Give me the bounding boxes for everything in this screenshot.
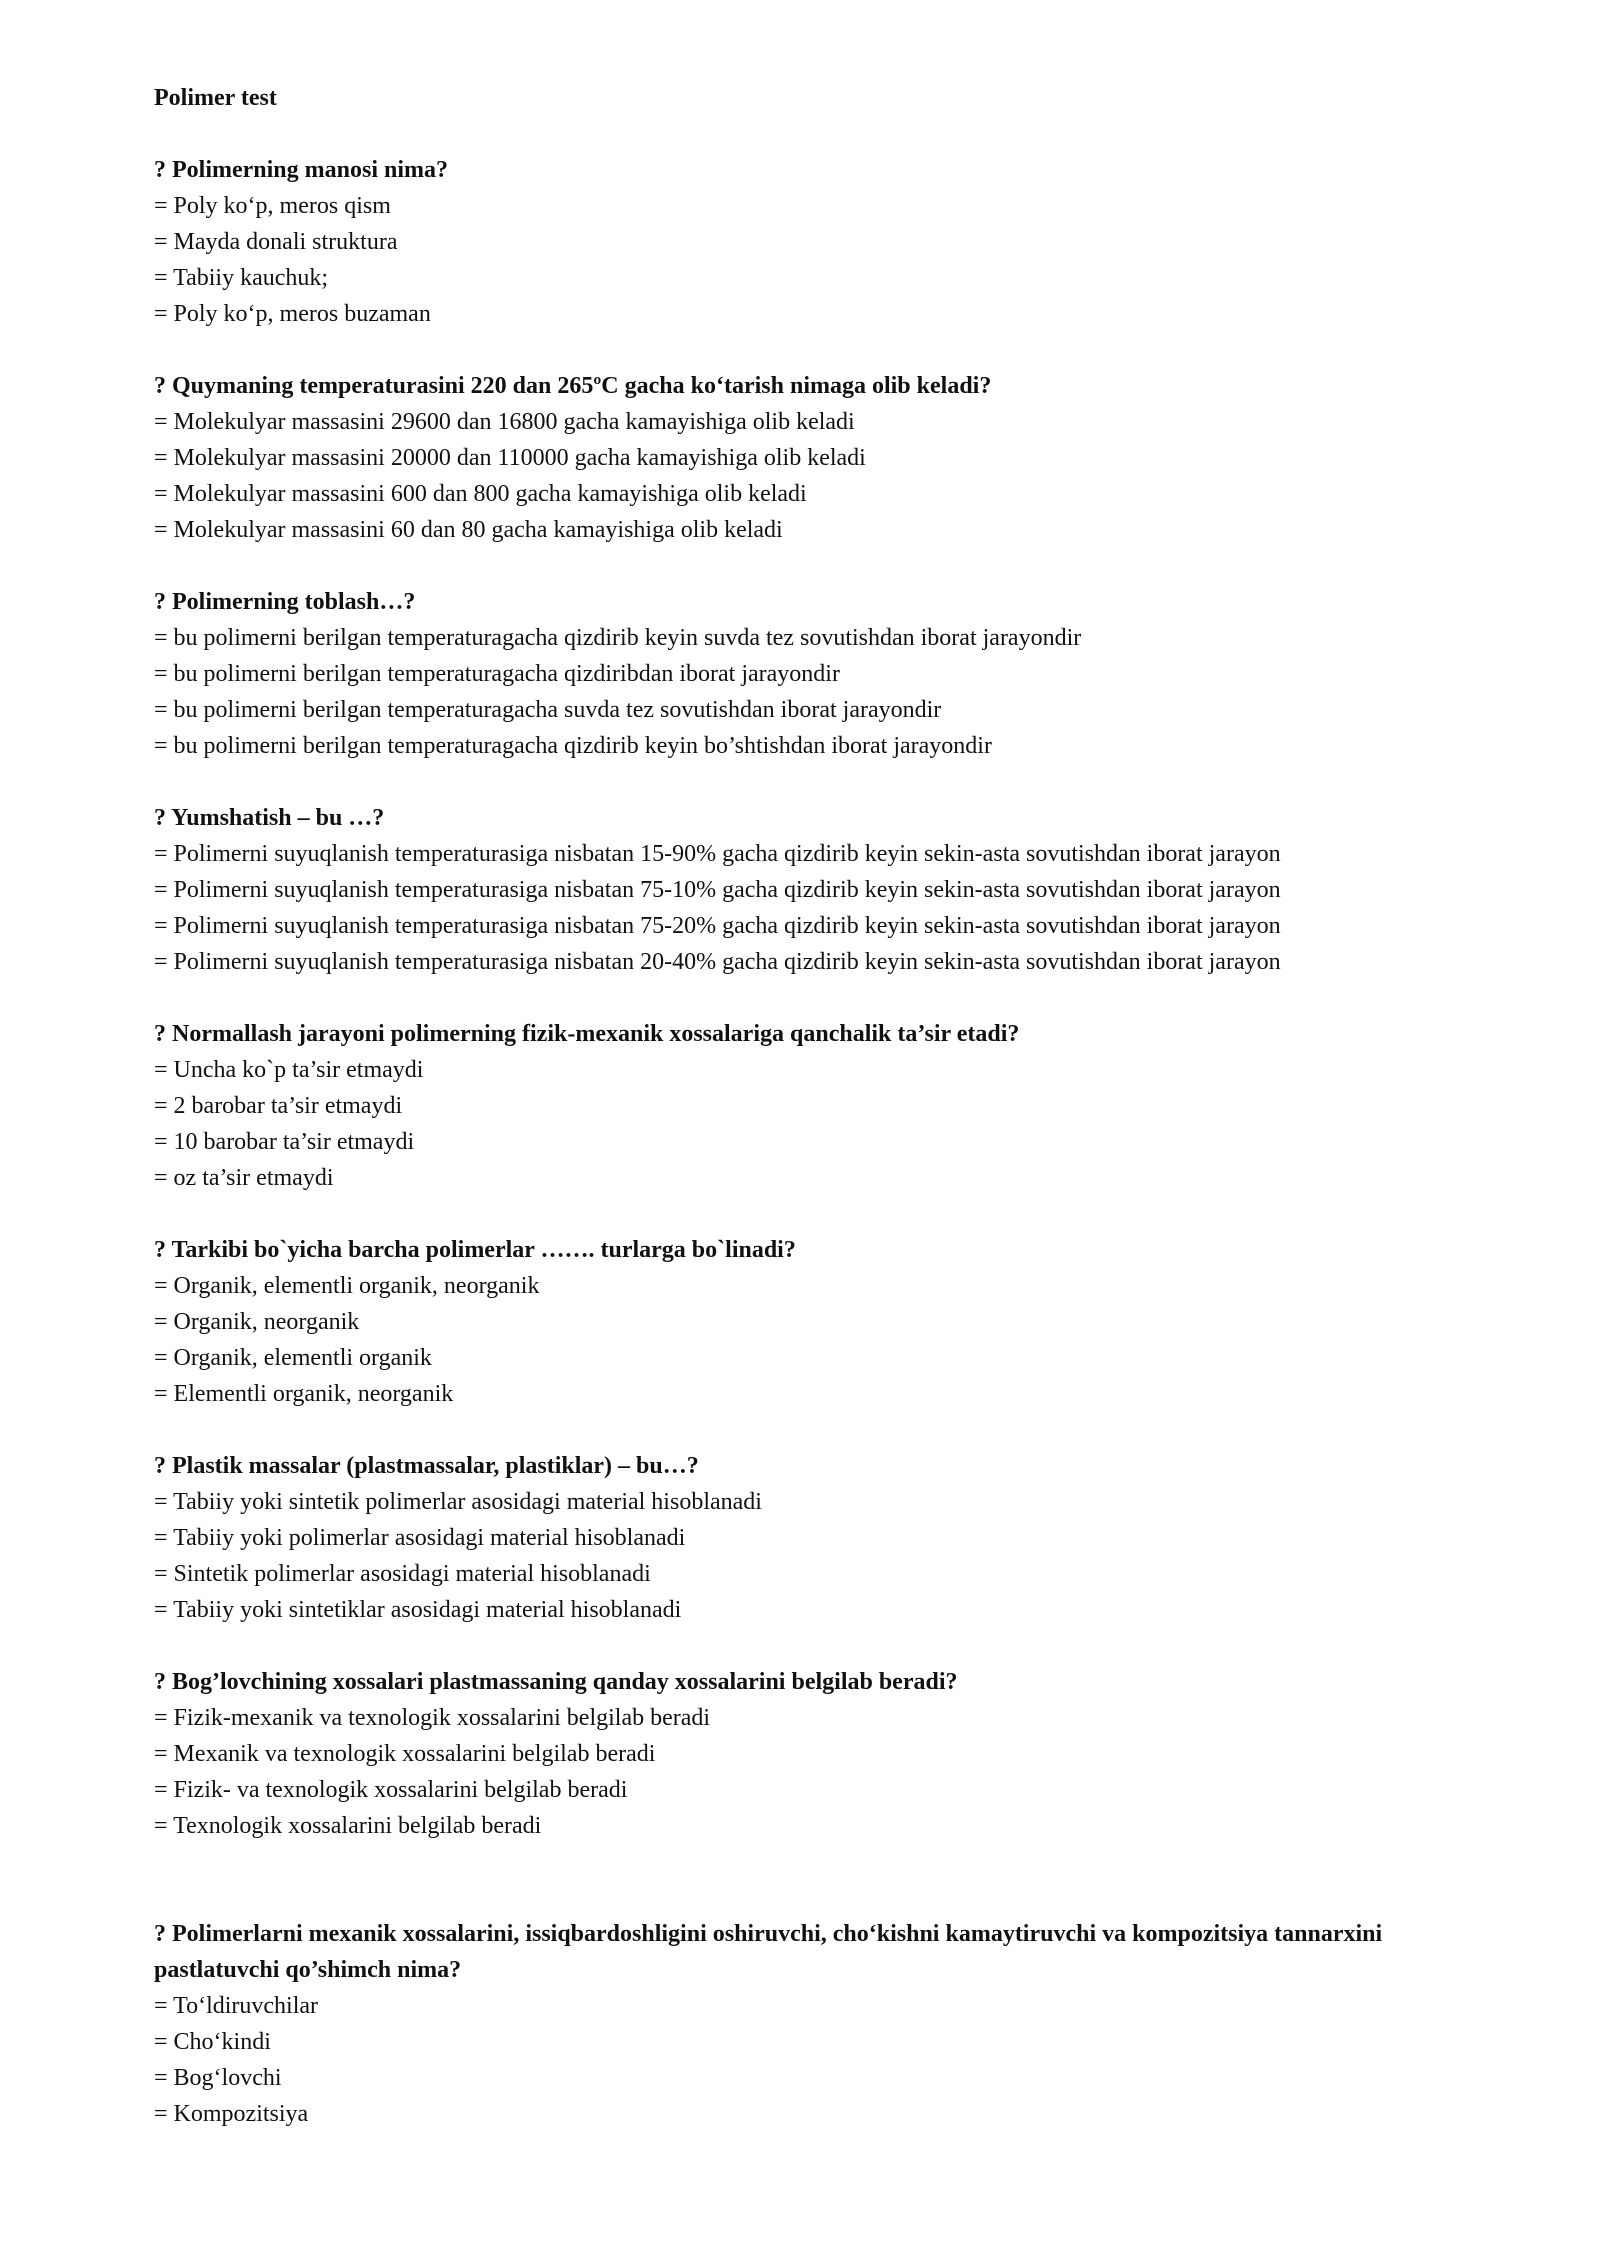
answer-option: = Mayda donali struktura	[154, 229, 398, 255]
question-text: ? Polimerning toblash…?	[154, 589, 416, 615]
question-text: ? Polimerning manosi nima?	[154, 157, 449, 183]
answer-option: = Organik, elementli organik, neorganik	[154, 1273, 540, 1299]
document-title: Polimer test	[154, 85, 277, 111]
answer-list	[154, 836, 1470, 980]
answer-option: = Sintetik polimerlar asosidagi material hisoblanadi	[154, 1561, 651, 1587]
answer-option: = bu polimerni berilgan temperaturagacha qizdirib keyin bo’shtishdan iborat jarayondir	[154, 733, 992, 759]
question-block-5	[154, 1016, 1470, 1196]
question-block-4	[154, 800, 1470, 980]
answer-list	[154, 188, 1470, 332]
answer-option: = Tabiiy yoki polimerlar asosidagi material hisoblanadi	[154, 1525, 686, 1551]
answer-option: = Kompozitsiya	[154, 2101, 309, 2127]
answer-option: = 2 barobar ta’sir etmaydi	[154, 1093, 403, 1119]
answer-option: = To‘ldiruvchilar	[154, 1993, 319, 2019]
answer-option: = oz ta’sir etmaydi	[154, 1165, 334, 1191]
answer-list	[154, 1484, 1470, 1628]
question-block-6	[154, 1232, 1470, 1412]
answer-option: = Bog‘lovchi	[154, 2065, 282, 2091]
answer-option: = Polimerni suyuqlanish temperaturasiga nisbatan 75-10% gacha qizdirib keyin sekin-asta sovutishdan iborat jarayon	[154, 877, 1281, 903]
answer-option: = bu polimerni berilgan temperaturagacha qizdirib keyin suvda tez sovutishdan iborat jarayondir	[154, 625, 1082, 651]
answer-list	[154, 1988, 1470, 2132]
answer-option: = Elementli organik, neorganik	[154, 1381, 454, 1407]
answer-option: = 10 barobar ta’sir etmaydi	[154, 1129, 415, 1155]
answer-option: = Tabiiy yoki sintetik polimerlar asosidagi material hisoblanadi	[154, 1489, 762, 1515]
question-text: ? Plastik massalar (plastmassalar, plastiklar) – bu…?	[154, 1453, 699, 1479]
answer-option: = Polimerni suyuqlanish temperaturasiga nisbatan 75-20% gacha qizdirib keyin sekin-asta sovutishdan iborat jarayon	[154, 913, 1281, 939]
question-block-9	[154, 1916, 1470, 2132]
answer-option: = Tabiiy kauchuk;	[154, 265, 329, 291]
answer-option: = Molekulyar massasini 60 dan 80 gacha kamayishiga olib keladi	[154, 517, 783, 543]
question-text: ? Tarkibi bo`yicha barcha polimerlar ……. turlarga bo`linadi?	[154, 1237, 796, 1263]
question-text: ? Bog’lovchining xossalari plastmassaning qanday xossalarini belgilab beradi?	[154, 1669, 958, 1695]
answer-option: = Texnologik xossalarini belgilab beradi	[154, 1813, 542, 1839]
answer-option: = Poly ko‘p, meros qism	[154, 193, 391, 219]
answer-option: = Polimerni suyuqlanish temperaturasiga nisbatan 15-90% gacha qizdirib keyin sekin-asta sovutishdan iborat jarayon	[154, 841, 1281, 867]
answer-option: = Uncha ko`p ta’sir etmaydi	[154, 1057, 424, 1083]
answer-list	[154, 1052, 1470, 1196]
question-text: ? Yumshatish – bu …?	[154, 805, 385, 831]
answer-option: = Polimerni suyuqlanish temperaturasiga nisbatan 20-40% gacha qizdirib keyin sekin-asta sovutishdan iborat jarayon	[154, 949, 1281, 975]
answer-option: = Cho‘kindi	[154, 2029, 271, 2055]
answer-list	[154, 1700, 1470, 1844]
answer-option: = Molekulyar massasini 29600 dan 16800 gacha kamayishiga olib keladi	[154, 409, 855, 435]
answer-option: = Tabiiy yoki sintetiklar asosidagi material hisoblanadi	[154, 1597, 682, 1623]
answer-option: = Fizik- va texnologik xossalarini belgilab beradi	[154, 1777, 628, 1803]
answer-option: = Organik, elementli organik	[154, 1345, 432, 1371]
answer-option: = Molekulyar massasini 600 dan 800 gacha kamayishiga olib keladi	[154, 481, 807, 507]
answer-option: = Mexanik va texnologik xossalarini belgilab beradi	[154, 1741, 656, 1767]
answer-option: = Molekulyar massasini 20000 dan 110000 gacha kamayishiga olib keladi	[154, 445, 866, 471]
answer-option: = bu polimerni berilgan temperaturagacha suvda tez sovutishdan iborat jarayondir	[154, 697, 942, 723]
answer-list	[154, 620, 1470, 764]
question-block-3	[154, 584, 1470, 764]
answer-option: = bu polimerni berilgan temperaturagacha qizdiribdan iborat jarayondir	[154, 661, 840, 687]
question-text: ? Polimerlarni mexanik xossalarini, issiqbardoshligini oshiruvchi, cho‘kishni kamaytiruvchi va kompozitsiya tannarxini pastlatuvchi qo’shimch nima?	[154, 1921, 1383, 1983]
question-block-7	[154, 1448, 1470, 1628]
answer-option: = Fizik-mexanik va texnologik xossalarini belgilab beradi	[154, 1705, 711, 1731]
answer-list	[154, 1268, 1470, 1412]
question-block-2	[154, 368, 1470, 548]
question-block-8	[154, 1664, 1470, 1844]
question-block-1	[154, 152, 1470, 332]
answer-option: = Poly ko‘p, meros buzaman	[154, 301, 431, 327]
question-text: ? Quymaning temperaturasini 220 dan 265ºC gacha ko‘tarish nimaga olib keladi?	[154, 373, 992, 399]
answer-option: = Organik, neorganik	[154, 1309, 360, 1335]
question-text: ? Normallash jarayoni polimerning fizik-mexanik xossalariga qanchalik ta’sir etadi?	[154, 1021, 1020, 1047]
answer-list	[154, 404, 1470, 548]
